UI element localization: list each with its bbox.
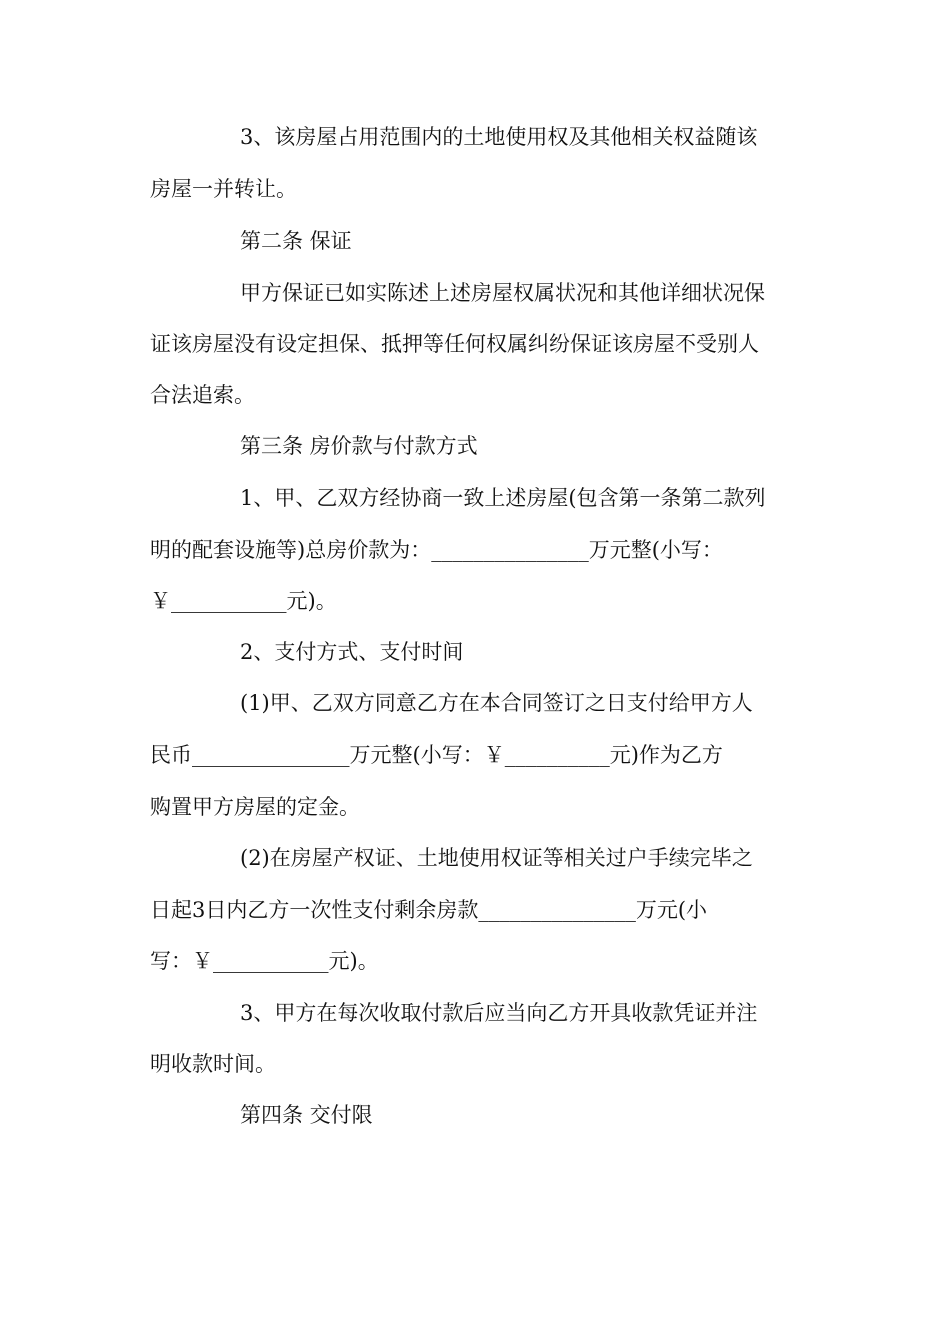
paragraph-line: 证该房屋没有设定担保、抵押等任何权属纠纷保证该房屋不受别人 — [150, 332, 759, 356]
paragraph-line: 2、支付方式、支付时间 — [240, 640, 464, 664]
paragraph-line: 写：￥___________元)。 — [150, 949, 379, 973]
paragraph-line: 甲方保证已如实陈述上述房屋权属状况和其他详细状况保 — [240, 281, 765, 305]
section-heading: 第四条 交付限 — [240, 1103, 373, 1127]
paragraph-line: 3、甲方在每次收取付款后应当向乙方开具收款凭证并注 — [240, 1001, 758, 1025]
paragraph-line: 购置甲方房屋的定金。 — [150, 795, 360, 819]
paragraph-line: 3、该房屋占用范围内的土地使用权及其他相关权益随该 — [240, 125, 758, 149]
paragraph-line: 房屋一并转让。 — [150, 177, 297, 201]
paragraph-line: (1)甲、乙双方同意乙方在本合同签订之日支付给甲方人 — [240, 691, 753, 715]
section-heading: 第三条 房价款与付款方式 — [240, 434, 478, 458]
paragraph-line: 民币_______________万元整(小写：￥__________元)作为乙方 — [150, 743, 723, 767]
paragraph-line: 明的配套设施等)总房价款为：_______________万元整(小写： — [150, 538, 723, 562]
paragraph-line: 日起3日内乙方一次性支付剩余房款_______________万元(小 — [150, 898, 708, 922]
paragraph-line: 1、甲、乙双方经协商一致上述房屋(包含第一条第二款列 — [240, 486, 766, 510]
paragraph-line: ￥___________元)。 — [150, 589, 337, 613]
paragraph-line: 明收款时间。 — [150, 1052, 276, 1076]
paragraph-line: (2)在房屋产权证、土地使用权证等相关过户手续完毕之 — [240, 846, 753, 870]
section-heading: 第二条 保证 — [240, 229, 352, 253]
paragraph-line: 合法追索。 — [150, 383, 255, 407]
